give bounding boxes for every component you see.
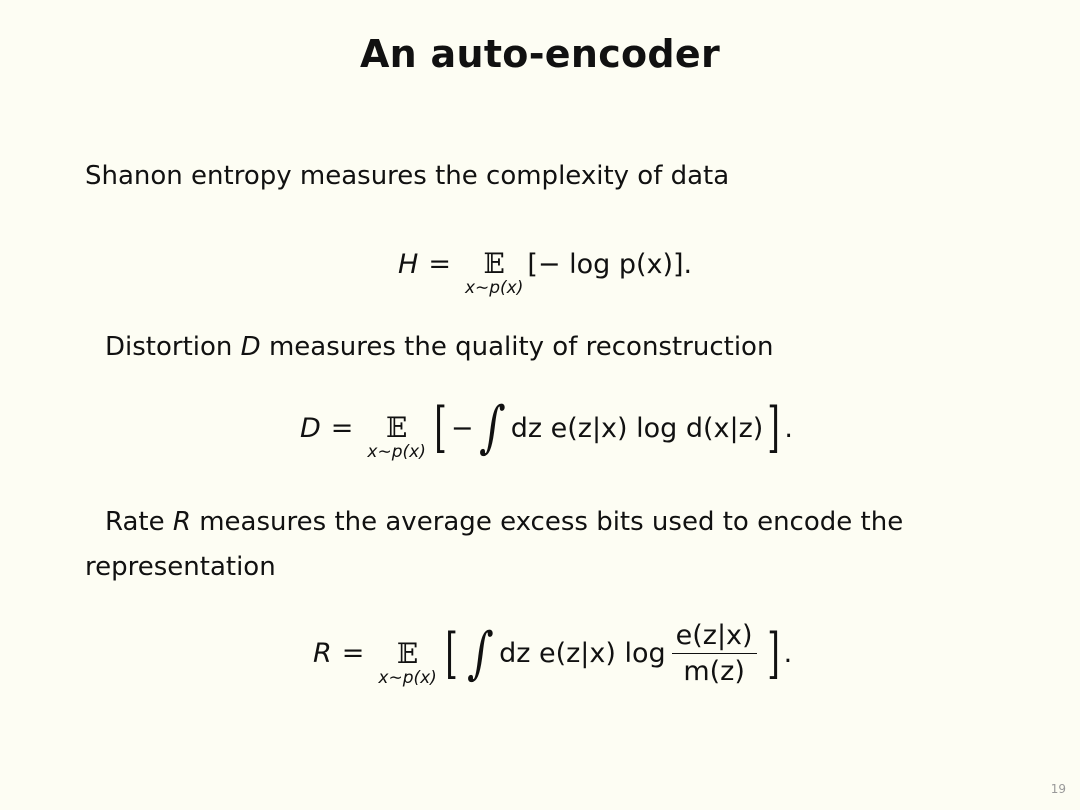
paragraph-rate (105, 500, 903, 544)
slide-title: An auto-encoder (359, 32, 721, 76)
fraction-numerator: e(z|x) (672, 620, 757, 654)
expectation-operator (378, 636, 437, 688)
p2-post: measures the quality of reconstruction (260, 332, 774, 362)
p3-pre: Rate (105, 507, 173, 537)
expectation-symbol: 𝔼 (385, 411, 408, 444)
expectation-operator (367, 411, 426, 462)
p2-pre: Distortion (105, 332, 241, 362)
expectation-operator (464, 247, 524, 298)
equation-entropy (398, 240, 693, 298)
paragraph-rate-line2: representation (85, 552, 276, 582)
integral-sign: ∫ (477, 395, 507, 460)
eq-tail: . (783, 638, 793, 669)
eq-lhs: R (313, 638, 332, 669)
left-bracket: [ (434, 396, 447, 459)
page-number: 19 (1050, 782, 1066, 796)
equation-distortion (300, 395, 794, 462)
right-bracket: ] (766, 621, 780, 685)
right-bracket: ] (767, 396, 781, 459)
eq-body: [− log p(x)]. (527, 248, 693, 280)
eq-body: dz e(z|x) log (499, 638, 666, 669)
expectation-subscript: x∼p(x) (378, 667, 437, 688)
left-bracket: [ (445, 621, 458, 685)
paragraph-distortion (105, 325, 773, 369)
p3-post: measures the average excess bits used to encode the (190, 507, 904, 537)
expectation-symbol: 𝔼 (483, 247, 505, 280)
eq-equals: = (341, 638, 365, 669)
integral-sign: ∫ (466, 620, 495, 686)
eq-minus: − (450, 412, 474, 444)
eq-equals: = (330, 412, 354, 444)
expectation-symbol: 𝔼 (396, 636, 419, 670)
expectation-subscript: x∼p(x) (464, 278, 524, 298)
eq-lhs: H (398, 248, 419, 280)
eq-equals: = (428, 248, 451, 280)
fraction-denominator: m(z) (683, 656, 745, 687)
eq-tail: . (784, 412, 794, 444)
expectation-subscript: x∼p(x) (367, 442, 426, 462)
eq-lhs: D (300, 412, 321, 444)
equation-rate (313, 620, 792, 687)
paragraph-entropy: Shanon entropy measures the complexity of data (85, 161, 730, 191)
fraction (672, 620, 757, 687)
p2-var: D (240, 332, 261, 362)
eq-body: dz e(z|x) log d(x|z) (510, 412, 764, 444)
p3-var: R (172, 507, 191, 537)
